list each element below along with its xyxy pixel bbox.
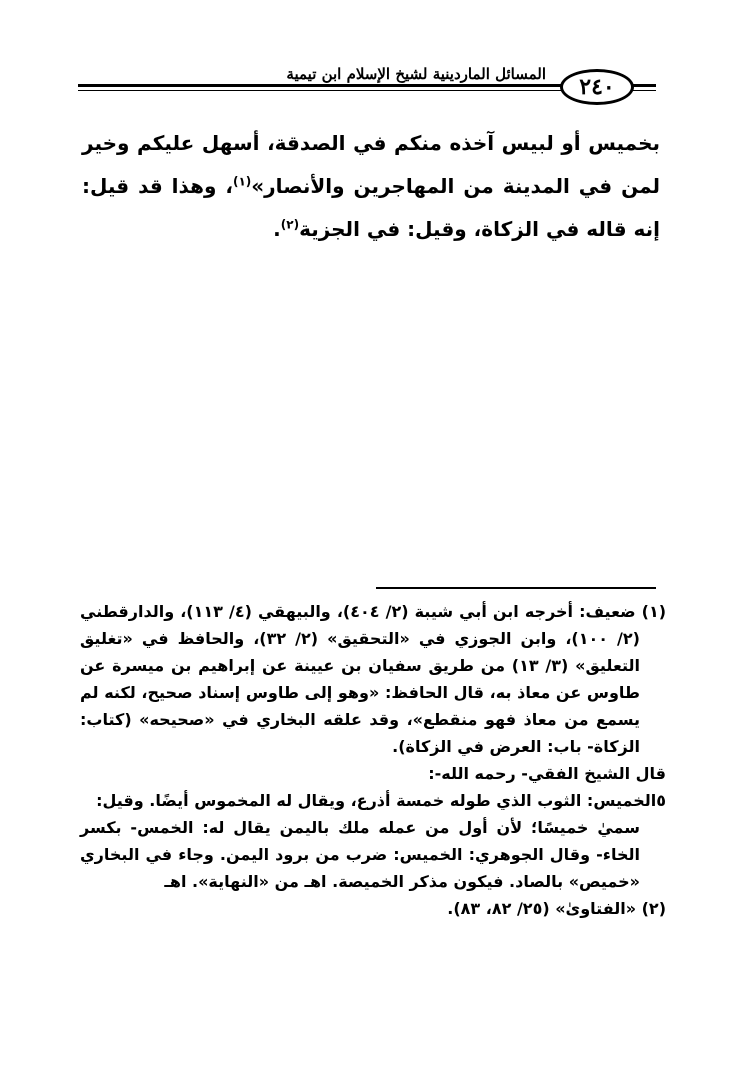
footnote-2: (٢) «الفتاوىٰ» (٢٥/ ٨٢، ٨٣). — [447, 899, 666, 918]
footnotes — [80, 598, 666, 922]
running-title — [92, 64, 552, 83]
page-number-badge — [560, 69, 634, 105]
footnote-ref-2: (٢) — [280, 217, 300, 232]
main-paragraph — [82, 122, 660, 251]
footnote-separator — [376, 587, 656, 589]
khamis-note: ٥الخميس: الثوب الذي طوله خمسة أذرع، ويقال له المخموس أيضًا. وقيل: — [96, 791, 666, 810]
footnote-1: (١) ضعيف: أخرجه ابن أبي شيبة (٢/ ٤٠٤)، والبيهقي (٤/ ١١٣)، والدارقطني (٢/ ١٠٠)، وابن الجوزي في «التحقيق» (٢/ ٣٢)، والحافظ في «تغليق التعليق» (٣/ ١٣) من طريق سفيان بن عيينة عن إبراهيم بن ميسرة عن طاوس عن معاذ به، قال الحافظ: «وهو إلى طاوس إسناد صحيح، لكنه لم يسمع من معاذ فهو منقطع»، وقد علقه البخاري في «صحيحه» (كتاب: الزكاة- باب: العرض في الزكاة). — [80, 602, 667, 756]
khamis-note-continued: سميٰ خميسًا؛ لأن أول من عمله ملك باليمن يقال له: الخمس- بكسر الخاء- وقال الجوهري: الخميس: ضرب من برود اليمن. وجاء في البخاري «خميص» بالصاد. فيكون مذكر الخميصة. اهـ من «النهاية». اهـ — [80, 818, 640, 891]
running-title-text: المسائل الماردينية لشيخ الإسلام ابن تيمية — [286, 65, 546, 83]
paragraph-end: . — [273, 217, 281, 241]
paragraph-part1: بخميس أو لبيس آخذه منكم في الصدقة، أسهل عليكم وخير لمن في المدينة من المهاجرين والأنصار» — [82, 131, 660, 198]
sheikh-intro: قال الشيخ الفقي- رحمه الله-: — [428, 764, 666, 783]
page-number: ٢٤٠ — [579, 74, 615, 100]
main-text — [82, 122, 660, 251]
footnote-ref-1: (١) — [232, 174, 252, 189]
paragraph-part2: ، وهذا قد قيل: إنه قاله في الزكاة، وقيل: في الجزية — [82, 174, 660, 241]
